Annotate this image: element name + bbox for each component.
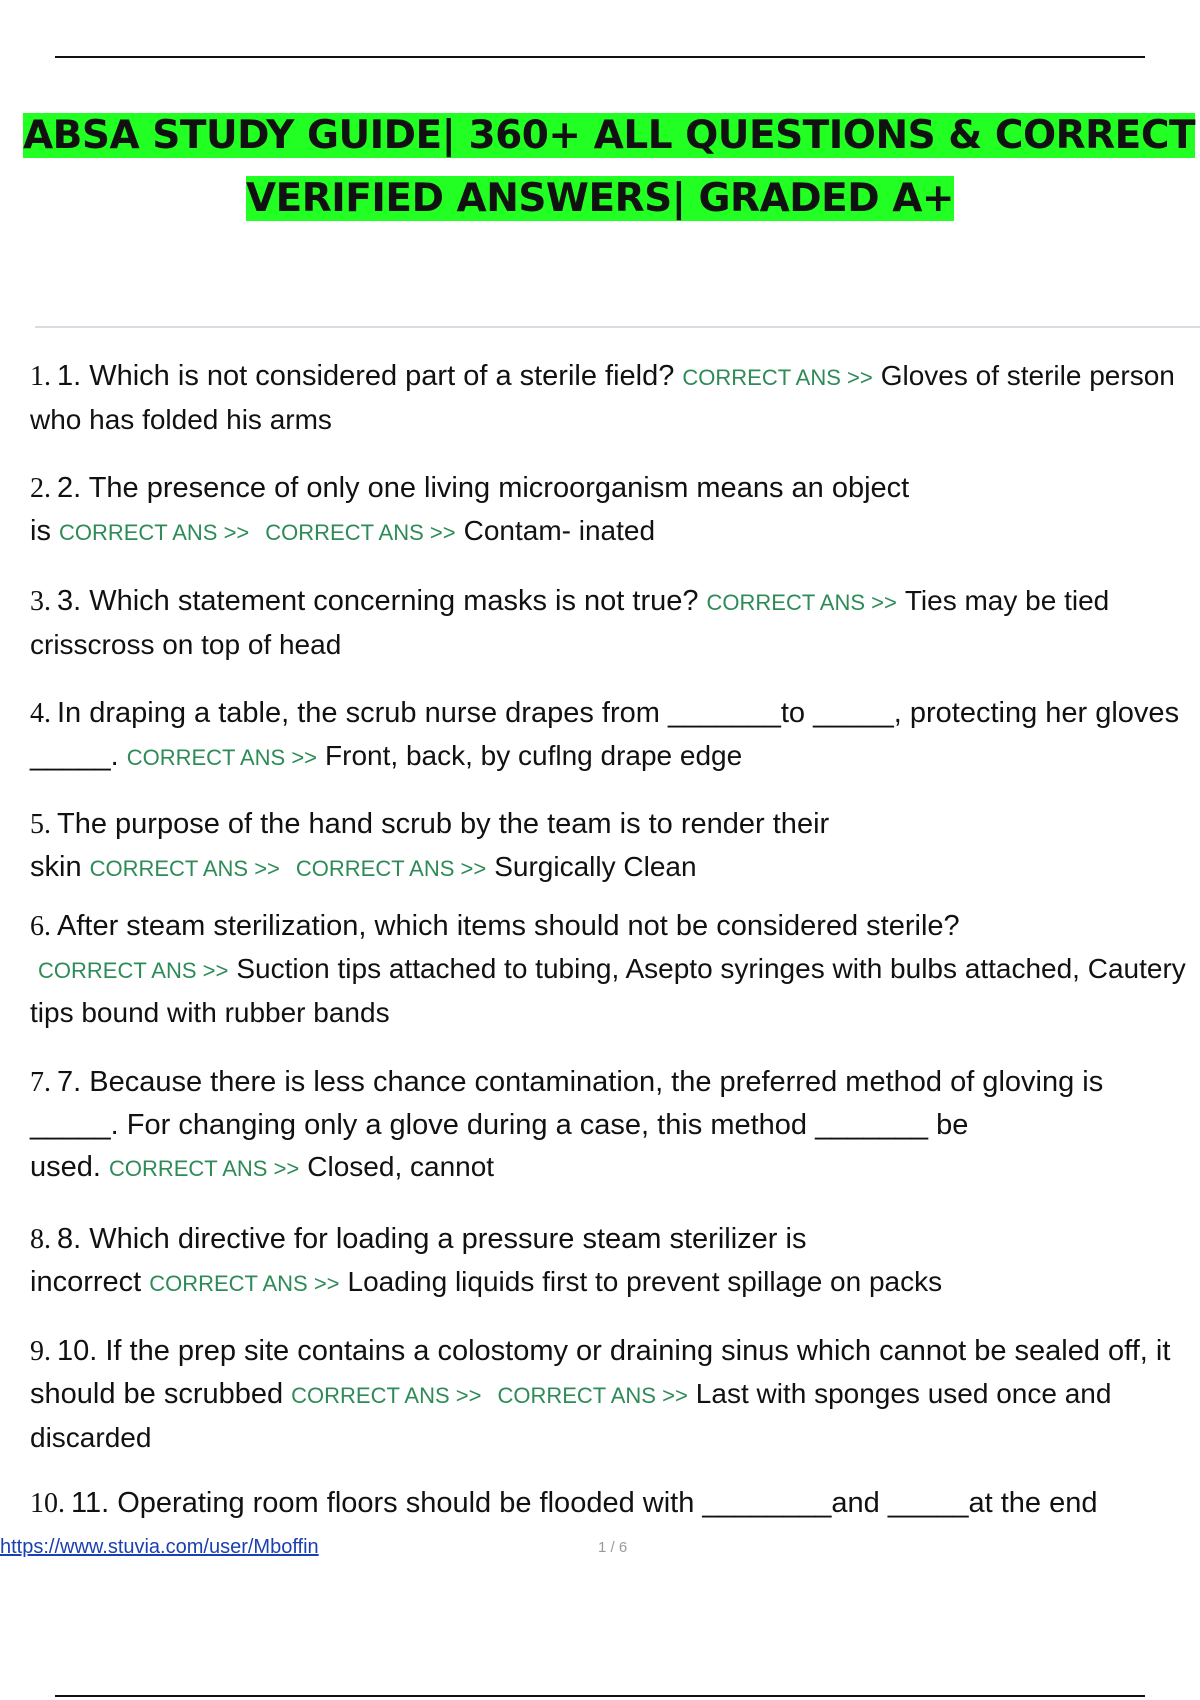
question-text: 10. If the prep site contains a colostomy or draining sinus which cannot be sealed off, it should be scrubbed (30, 1335, 1171, 1410)
correct-answer-tag: CORRECT ANS >> (149, 1271, 340, 1296)
question-text: 8. Which directive for loading a pressure steam sterilizer is incorrect (30, 1223, 807, 1298)
qa-item (30, 1482, 1195, 1525)
qa-item (30, 1218, 1195, 1305)
qa-item (30, 355, 1195, 441)
item-number: 10. (30, 1488, 65, 1519)
correct-answer-tag: CORRECT ANS >> (497, 1383, 688, 1408)
item-number: 2. (30, 473, 51, 504)
correct-answer-tag: CORRECT ANS >> (682, 365, 873, 390)
footer-link[interactable]: https://www.stuvia.com/user/Mboffin (0, 1536, 319, 1558)
correct-answer-tag: CORRECT ANS >> (89, 856, 280, 881)
question-text: 1. Which is not considered part of a sterile field? (57, 360, 675, 392)
question-text: 3. Which statement concerning masks is not true? (57, 585, 699, 617)
answer-text: Front, back, by cuflng drape edge (325, 740, 743, 771)
correct-answer-tag: CORRECT ANS >> (291, 1383, 482, 1408)
question-text: In draping a table, the scrub nurse drapes from _______to _____, protecting her gloves _____. (30, 697, 1180, 772)
bottom-rule (55, 1695, 1145, 1697)
question-text: 2. The presence of only one living microorganism means an object is (30, 472, 910, 547)
question-text: The purpose of the hand scrub by the team is to render their skin (30, 808, 830, 883)
correct-answer-tag: CORRECT ANS >> (108, 1156, 300, 1181)
correct-answer-tag: CORRECT ANS >> (706, 590, 897, 615)
qa-item (30, 905, 1195, 1034)
document-title-line-1: ABSA STUDY GUIDE| 360+ ALL QUESTIONS & CORRECT (23, 113, 1196, 158)
correct-answer-tag: CORRECT ANS >> (295, 856, 487, 881)
item-number: 3. (30, 586, 51, 617)
page-number: 1 / 6 (598, 1539, 628, 1556)
qa-item (30, 580, 1195, 666)
item-number: 5. (30, 809, 51, 840)
answer-text: Surgically Clean (494, 851, 697, 882)
question-text: 11. Operating room floors should be flooded with ________and _____at the end (71, 1487, 1098, 1519)
correct-answer-tag: CORRECT ANS >> (38, 958, 229, 983)
section-divider (35, 326, 1200, 328)
answer-text: Gloves of sterile person who has folded his arms (30, 360, 1175, 435)
qa-item (30, 1061, 1195, 1190)
item-number: 9. (30, 1336, 51, 1367)
question-text: After steam sterilization, which items should not be considered sterile? (57, 910, 960, 942)
question-text: 7. Because there is less chance contamination, the preferred method of gloving is _____. For changing only a glove during a case, this method _______ be used. (30, 1066, 1104, 1183)
qa-item (30, 1330, 1195, 1459)
correct-answer-tag: CORRECT ANS >> (265, 520, 456, 545)
qa-item (30, 692, 1195, 779)
answer-text: Last with sponges used once and discarded (30, 1378, 1112, 1453)
document-title-line-2: VERIFIED ANSWERS| GRADED A+ (245, 176, 955, 221)
answer-text: Loading liquids first to prevent spillage on packs (347, 1266, 943, 1297)
answer-text: Contam- inated (463, 515, 656, 546)
top-rule (55, 56, 1145, 58)
item-number: 6. (30, 911, 51, 942)
item-number: 1. (30, 361, 51, 392)
correct-answer-tag: CORRECT ANS >> (126, 745, 318, 770)
item-number: 4. (30, 698, 51, 729)
answer-text: Suction tips attached to tubing, Asepto syringes with bulbs attached, Cautery tips bound with rubber bands (30, 953, 1186, 1028)
item-number: 7. (30, 1067, 51, 1098)
correct-answer-tag: CORRECT ANS >> (58, 520, 250, 545)
qa-item (30, 467, 1195, 554)
qa-item (30, 803, 1195, 890)
answer-text: Closed, cannot (307, 1151, 495, 1182)
answer-text: Ties may be tied crisscross on top of head (30, 585, 1110, 660)
item-number: 8. (30, 1224, 51, 1255)
